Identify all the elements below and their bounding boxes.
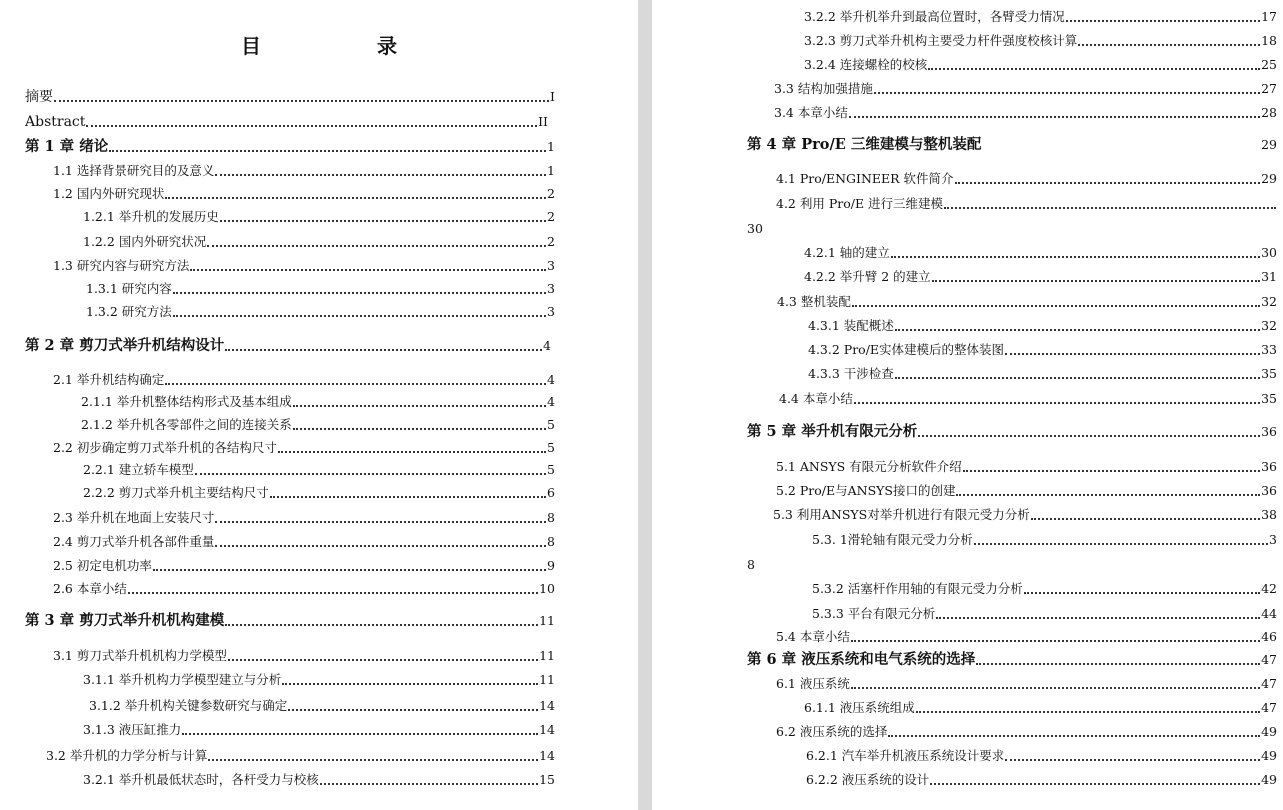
toc-chapter[interactable]: 第 1 章 绪论 1 xyxy=(25,138,555,155)
toc-entry[interactable]: Abstract II xyxy=(25,114,548,130)
toc-entry[interactable]: 3.2.3 剪刀式举升机构主要受力杆件强度校核计算 18 xyxy=(804,33,1277,48)
toc-entry[interactable]: 2.2.1 建立轿车模型 5 xyxy=(83,462,555,477)
toc-entry[interactable]: 1.2.1 举升机的发展历史 2 xyxy=(83,209,555,224)
toc-entry[interactable]: 2.1.2 举升机各零部件之间的连接关系 5 xyxy=(81,417,555,432)
toc-entry[interactable]: 4.4 本章小结 35 xyxy=(779,391,1277,406)
toc-entry[interactable]: 3.1.1 举升机构力学模型建立与分析 11 xyxy=(83,672,555,687)
toc-entry[interactable]: 3.2.1 举升机最低状态时，各杆受力与校核 15 xyxy=(83,772,555,787)
toc-entry[interactable]: 5.4 本章小结 46 xyxy=(776,629,1277,644)
toc-entry[interactable]: 3.1.2 举升机构关键参数研究与确定 14 xyxy=(89,698,555,713)
toc-entry[interactable]: 6.1.1 液压系统组成 47 xyxy=(804,700,1277,715)
toc-entry[interactable]: 4.2.2 举升臂 2 的建立 31 xyxy=(804,269,1277,284)
toc-entry[interactable]: 3.1 剪刀式举升机机构力学模型 11 xyxy=(53,648,555,663)
toc-entry[interactable]: 4.1 Pro/ENGINEER 软件简介 29 xyxy=(776,171,1277,186)
toc-wrapped-page: 30 xyxy=(747,221,763,236)
toc-entry[interactable]: 5.3. 1滑轮轴有限元受力分析 3 xyxy=(812,532,1277,547)
toc-entry[interactable]: 5.3 利用ANSYS对举升机进行有限元受力分析 38 xyxy=(773,507,1277,522)
toc-entry[interactable]: 2.3 举升机在地面上安装尺寸 8 xyxy=(53,510,555,525)
toc-entry[interactable]: 1.3 研究内容与研究方法 3 xyxy=(53,258,555,273)
toc-entry[interactable]: 1.3.1 研究内容 3 xyxy=(86,281,555,296)
toc-chapter[interactable]: 第 2 章 剪刀式举升机结构设计 4 xyxy=(25,337,551,354)
toc-chapter[interactable]: 第 3 章 剪刀式举升机机构建模 11 xyxy=(25,612,555,629)
toc-chapter[interactable]: 第 5 章 举升机有限元分析 36 xyxy=(747,423,1277,440)
toc-entry[interactable]: 4.3 整机装配 32 xyxy=(777,294,1277,309)
toc-entry[interactable]: 2.2.2 剪刀式举升机主要结构尺寸 6 xyxy=(83,485,555,500)
toc-entry[interactable]: 4.3.1 装配概述 32 xyxy=(808,318,1277,333)
toc-entry[interactable]: 6.2.1 汽车举升机液压系统设计要求 49 xyxy=(806,748,1277,763)
toc-entry[interactable]: 3.4 本章小结 28 xyxy=(774,105,1277,120)
toc-wrapped-page: 8 xyxy=(747,557,755,572)
toc-entry[interactable]: 2.1 举升机结构确定 4 xyxy=(53,372,555,387)
toc-entry[interactable]: 2.4 剪刀式举升机各部件重量 8 xyxy=(53,534,555,549)
toc-entry[interactable]: 2.2 初步确定剪刀式举升机的各结构尺寸 5 xyxy=(53,440,555,455)
toc-entry[interactable]: 3.2 举升机的力学分析与计算 14 xyxy=(46,748,555,763)
toc-entry[interactable]: 2.5 初定电机功率 9 xyxy=(53,558,555,573)
toc-entry[interactable]: 3.2.2 举升机举升到最高位置时，各臂受力情况 17 xyxy=(804,9,1277,24)
toc-entry[interactable]: 摘要 I xyxy=(25,89,555,105)
toc-chapter[interactable]: 第 6 章 液压系统和电气系统的选择 47 xyxy=(747,651,1277,668)
toc-chapter[interactable]: 第 4 章 Pro/E 三维建模与整机装配 29 xyxy=(747,136,1277,153)
toc-entry[interactable]: 4.3.2 Pro/E实体建模后的整体装图 33 xyxy=(808,342,1277,357)
toc-entry[interactable]: 2.1.1 举升机整体结构形式及基本组成 4 xyxy=(81,394,555,409)
toc-entry[interactable]: 5.1 ANSYS 有限元分析软件介绍 36 xyxy=(776,459,1277,474)
toc-entry[interactable]: 3.1.3 液压缸推力 14 xyxy=(83,722,555,737)
toc-page-right xyxy=(652,0,1283,810)
page-title: 目 录 xyxy=(241,34,445,58)
toc-entry[interactable]: 5.3.3 平台有限元分析 44 xyxy=(812,606,1277,621)
toc-entry[interactable]: 6.2.2 液压系统的设计 49 xyxy=(806,772,1277,787)
toc-entry[interactable]: 3.2.4 连接螺栓的校核 25 xyxy=(804,57,1277,72)
toc-entry[interactable]: 4.2.1 轴的建立 30 xyxy=(804,245,1277,260)
toc-entry[interactable]: 6.2 液压系统的选择 49 xyxy=(776,724,1277,739)
toc-entry[interactable]: 1.1 选择背景研究目的及意义 1 xyxy=(53,163,555,178)
toc-entry[interactable]: 6.1 液压系统 47 xyxy=(776,676,1277,691)
toc-entry[interactable]: 4.3.3 干涉检查 35 xyxy=(808,366,1277,381)
toc-entry[interactable]: 5.2 Pro/E与ANSYS接口的创建 36 xyxy=(776,483,1277,498)
toc-entry[interactable]: 1.3.2 研究方法 3 xyxy=(86,304,555,319)
toc-entry[interactable]: 3.3 结构加强措施 27 xyxy=(774,81,1277,96)
toc-entry[interactable]: 1.2 国内外研究现状 2 xyxy=(53,186,555,201)
toc-page-left xyxy=(0,0,638,810)
toc-entry[interactable]: 2.6 本章小结 10 xyxy=(53,581,555,596)
toc-entry[interactable]: 4.2 利用 Pro/E 进行三维建模 xyxy=(776,196,1277,212)
page-gutter xyxy=(638,0,652,810)
toc-entry[interactable]: 5.3.2 活塞杆作用轴的有限元受力分析 42 xyxy=(812,581,1277,596)
toc-entry[interactable]: 1.2.2 国内外研究状况 2 xyxy=(83,234,555,249)
